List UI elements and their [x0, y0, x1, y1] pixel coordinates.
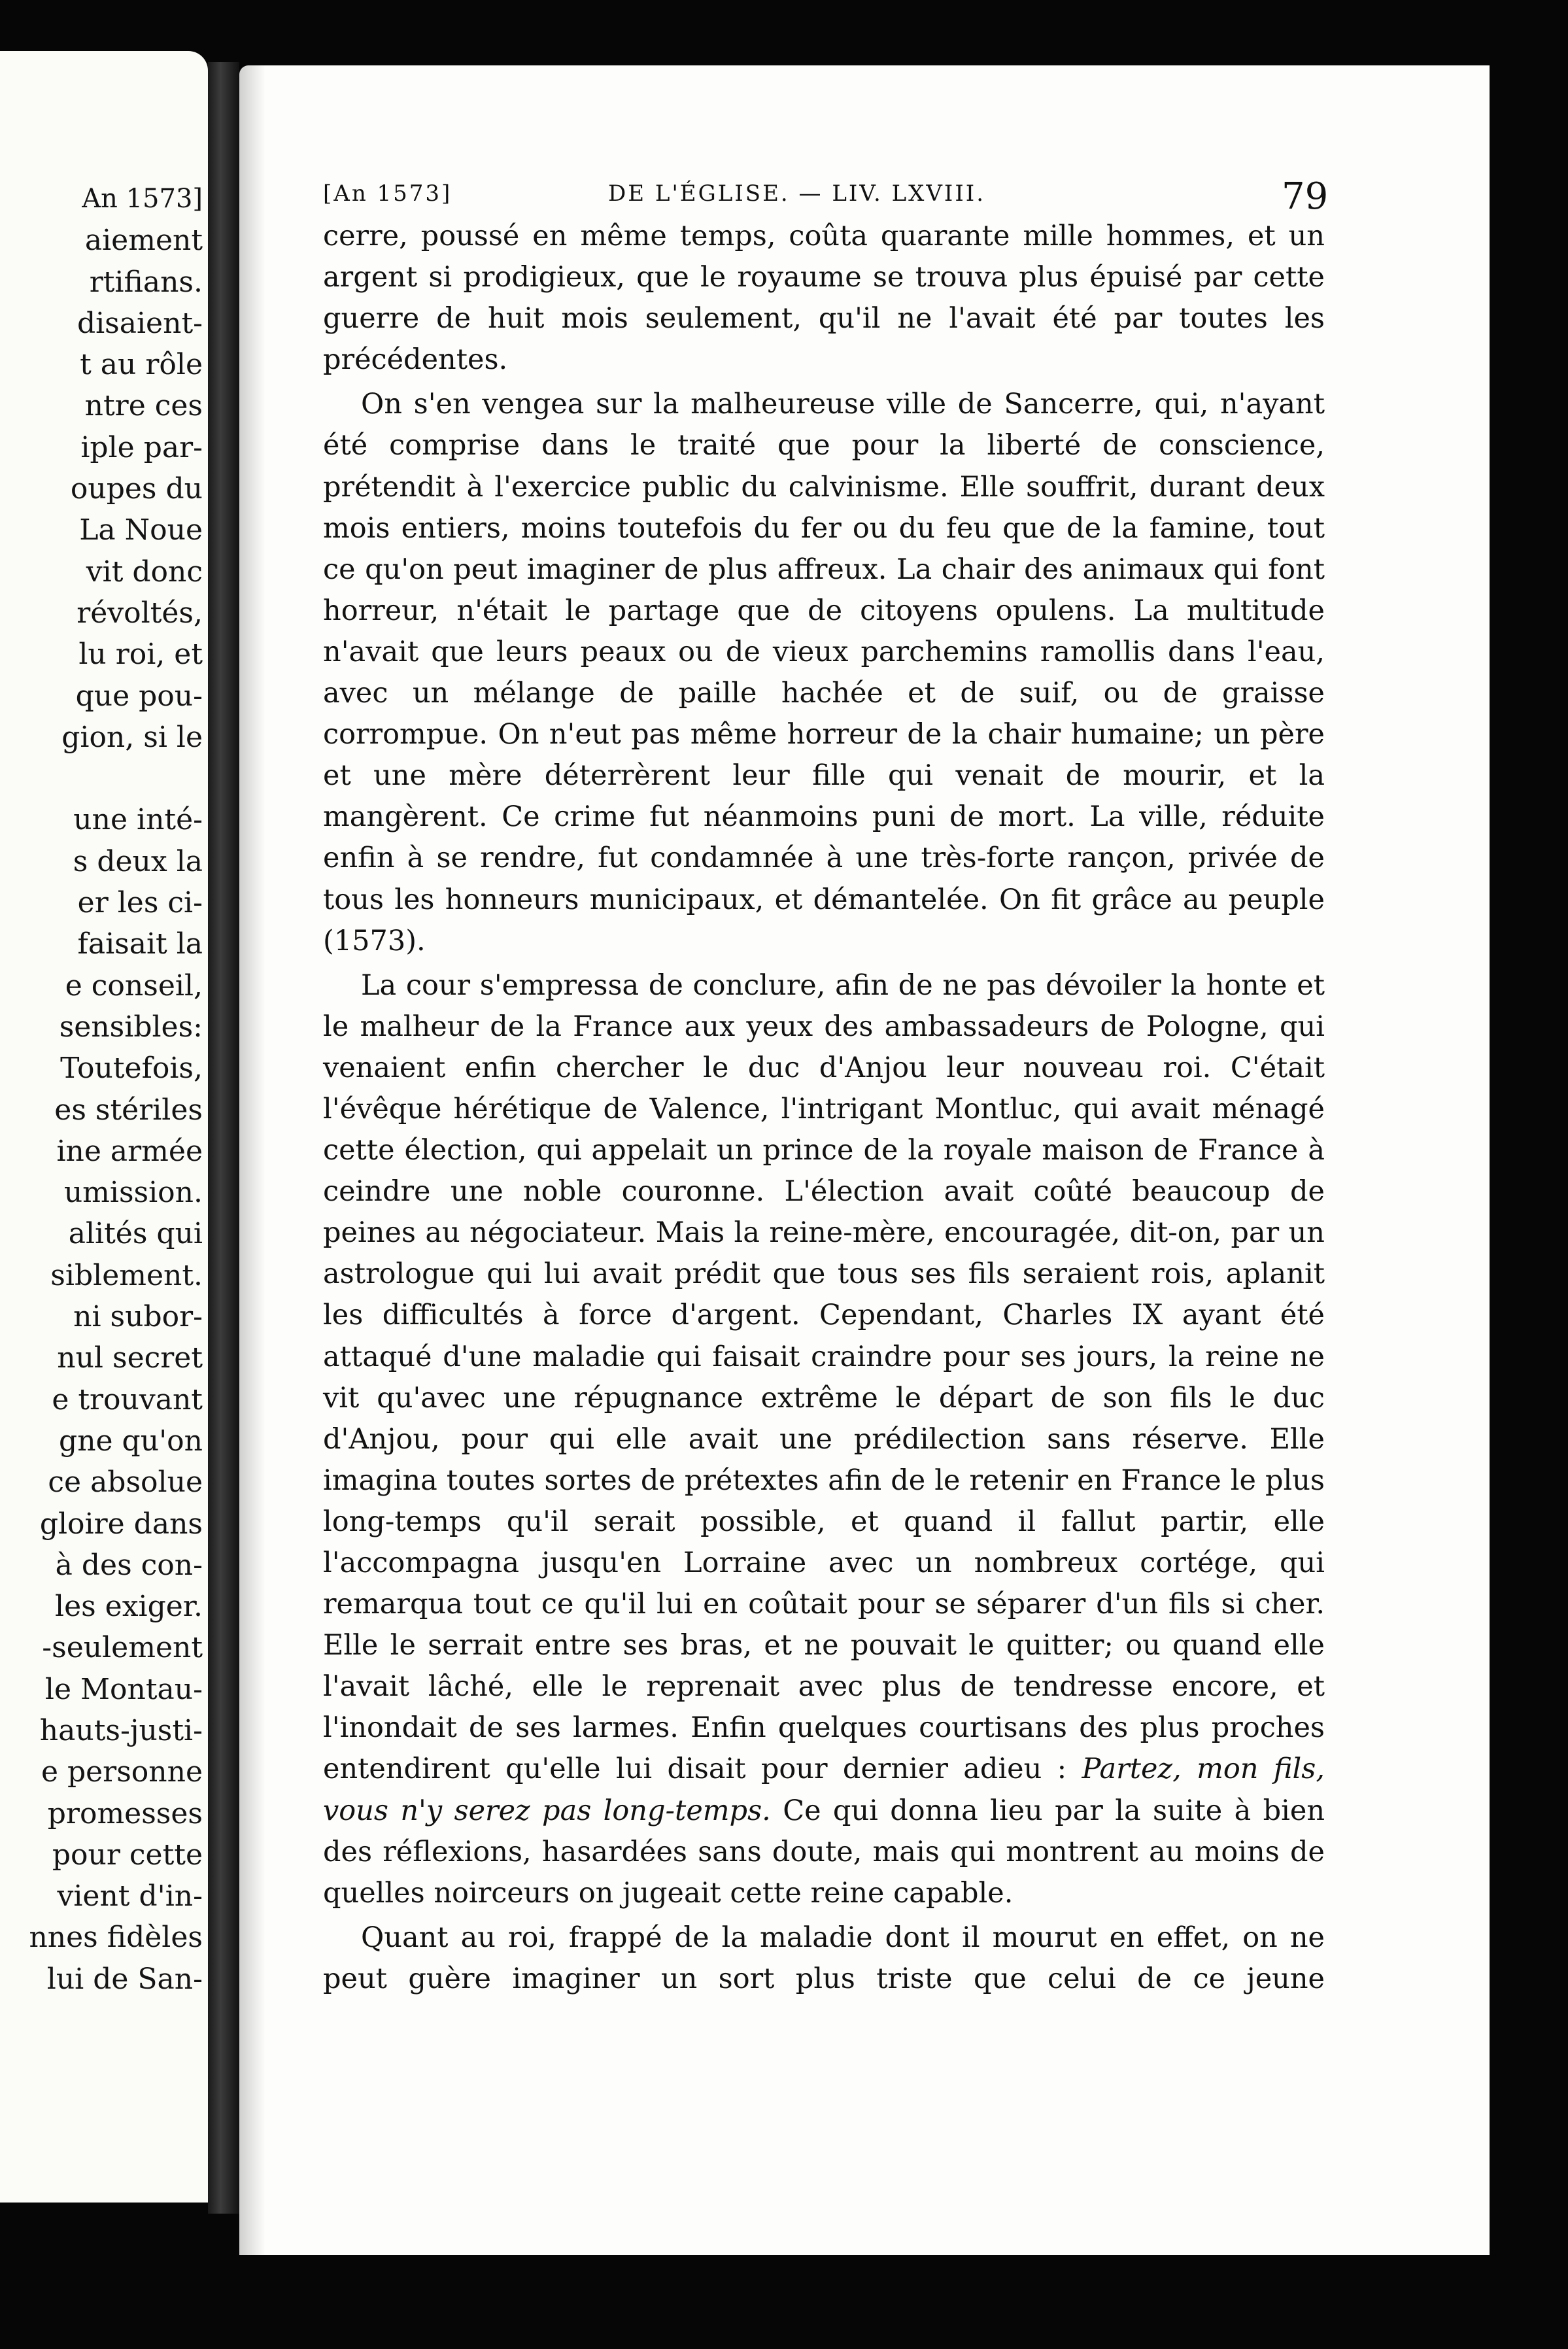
left-page-line: promesses: [47, 1796, 203, 1830]
paragraph-1: cerre, poussé en même temps, coûta quarante mille hommes, et un argent si prodigieux, que le royaume se trouva plus épuisé par cette guerre de huit mois seulement, qu'il ne l'avait été par toutes les précédentes.: [323, 220, 1325, 377]
paragraph-3: [323, 965, 1325, 1914]
left-page-line: lui de San-: [46, 1962, 203, 1996]
left-page-line: -seulement: [42, 1631, 203, 1665]
left-page-line: faisait la: [77, 927, 203, 961]
left-page-line: le Montau-: [44, 1672, 203, 1706]
left-page-line: gloire dans: [39, 1507, 203, 1541]
left-page-line: que pou-: [75, 679, 203, 713]
left-page-line: lu roi, et: [78, 638, 203, 672]
running-head: [323, 175, 1330, 214]
left-page-line: ni subor-: [73, 1300, 203, 1334]
left-page-line: [29, 758, 203, 799]
left-page-line: ntre ces: [84, 389, 203, 423]
book-gutter: [208, 62, 239, 2214]
left-page-line: hauts-justi-: [39, 1713, 203, 1747]
paragraph-3-text-b: Ce qui donna lieu par la suite à bien des réflexions, hasardées sans doute, mais qui montrent au moins de quelles noirceurs on jugeait cette reine capable.: [323, 1794, 1325, 1910]
left-page-line: vit donc: [86, 555, 203, 589]
left-page-line: nul secret: [57, 1341, 203, 1375]
running-head-year: [An 1573]: [323, 180, 452, 207]
left-page-line: aiement: [84, 224, 203, 258]
left-page-line: nnes fidèles: [29, 1921, 203, 1955]
paragraph-2: On s'en vengea sur la malheureuse ville de Sancerre, qui, n'ayant été comprise dans le traité que pour la liberté de conscience, prétendit à l'exercice public du calvinisme. Elle souffrit, durant deux mois entiers, moins toutefois du fer ou du feu que de la famine, tout ce qu'on peut imaginer de plus affreux. La chair des animaux qui font horreur, n'était le partage que de citoyens opulens. La multitude n'avait que leurs peaux ou de vieux parchemins ramollis dans l'eau, avec un mélange de paille hachée et de suif, ou de graisse corrompue. On n'eut pas même horreur de la chair humaine; un père et une mère déterrèrent leur fille qui venait de mourir, et la mangèrent. Ce crime fut néanmoins puni de mort. La ville, réduite enfin à se rendre, fut condamnée à une très-forte rançon, privée de tous les honneurs municipaux, et démantelée. On fit grâce au peuple (1573).: [323, 388, 1325, 957]
left-page-line: er les ci-: [77, 886, 203, 920]
left-page-line: oupes du: [70, 472, 203, 506]
left-page-line: gion, si le: [61, 720, 203, 754]
left-page-line: es stériles: [54, 1093, 203, 1127]
left-page-line: e trouvant: [52, 1382, 203, 1416]
left-page-line: iple par-: [80, 430, 203, 464]
left-page-line: siblement.: [50, 1258, 203, 1292]
left-page-line: An 1573]: [82, 184, 203, 214]
left-page-line: disaient-: [77, 306, 203, 340]
left-page-line: s deux la: [73, 844, 203, 878]
page-shadow: [239, 65, 265, 2255]
left-page-line: gne qu'on: [59, 1424, 203, 1458]
left-page-line: ce absolue: [48, 1466, 203, 1500]
paragraph-3-text-a: La cour s'empressa de conclure, afin de ne pas dévoiler la honte et le malheur de la France aux yeux des ambassadeurs de Pologne, qui venaient enfin chercher le duc d'Anjou leur nouveau roi. C'était l'évêque hérétique de Valence, l'intrigant Montluc, qui avait ménagé cette élection, qui appelait un prince de la royale maison de France à ceindre une noble couronne. L'élection avait coûté beaucoup de peines au négociateur. Mais la reine-mère, encouragée, dit-on, par un astrologue qui lui avait prédit que tous ses fils seraient rois, aplanit les difficultés à force d'argent. Cependant, Charles IX ayant été attaqué d'une maladie qui faisait craindre pour ses jours, la reine ne vit qu'avec une répugnance extrême le départ de son fils le duc d'Anjou, pour qui elle avait une prédilection sans réserve. Elle imagina toutes sortes de prétextes afin de le retenir en France le plus long-temps qu'il serait possible, et quand il fallut partir, elle l'accompagna jusqu'en Lorraine avec un nombreux cortége, qui remarqua tout ce qu'il lui en coûtait pour se séparer d'un fils si cher. Elle le serrait entre ses bras, et ne pouvait le quitter; ou quand elle l'avait lâché, elle le reprenait avec plus de tendresse encore, et l'inondait de ses larmes. Enfin quelques courtisans des plus proches entendirent qu'elle lui disait pour dernier adieu :: [323, 969, 1325, 1786]
left-page-line: à des con-: [55, 1548, 203, 1582]
left-page-line: vient d'in-: [57, 1879, 203, 1913]
page-number: 79: [1282, 175, 1329, 218]
left-page-line: e conseil,: [65, 969, 203, 1003]
left-page-line: une inté-: [73, 803, 203, 837]
left-page-line: ine armée: [56, 1134, 203, 1168]
left-page-line: sensibles:: [59, 1010, 203, 1044]
left-page-line: Toutefois,: [60, 1052, 203, 1086]
left-page-line: révoltés,: [77, 596, 203, 630]
left-page-line: rtifians.: [89, 265, 203, 299]
left-page-line: alités qui: [68, 1217, 203, 1251]
left-page-line: t au rôle: [80, 348, 203, 382]
body-text: [323, 216, 1325, 2000]
left-page-line: La Noue: [79, 513, 203, 547]
running-head-title: DE L'ÉGLISE. — LIV. LXVIII.: [608, 180, 986, 207]
left-page-line: les exiger.: [55, 1590, 203, 1624]
left-page-line: pour cette: [52, 1838, 203, 1872]
left-page-line: e personne: [41, 1755, 203, 1789]
left-page-line: umission.: [63, 1176, 203, 1210]
left-page-text: [29, 179, 203, 2000]
paragraph-3-quote: Partez, mon fils, vous n'y serez pas long-temps.: [323, 1753, 1325, 1827]
paragraph-4: Quant au roi, frappé de la maladie dont il mourut en effet, on ne peut guère imaginer un sort plus triste que celui de ce jeune: [323, 1921, 1325, 1995]
left-page: [0, 51, 208, 2203]
